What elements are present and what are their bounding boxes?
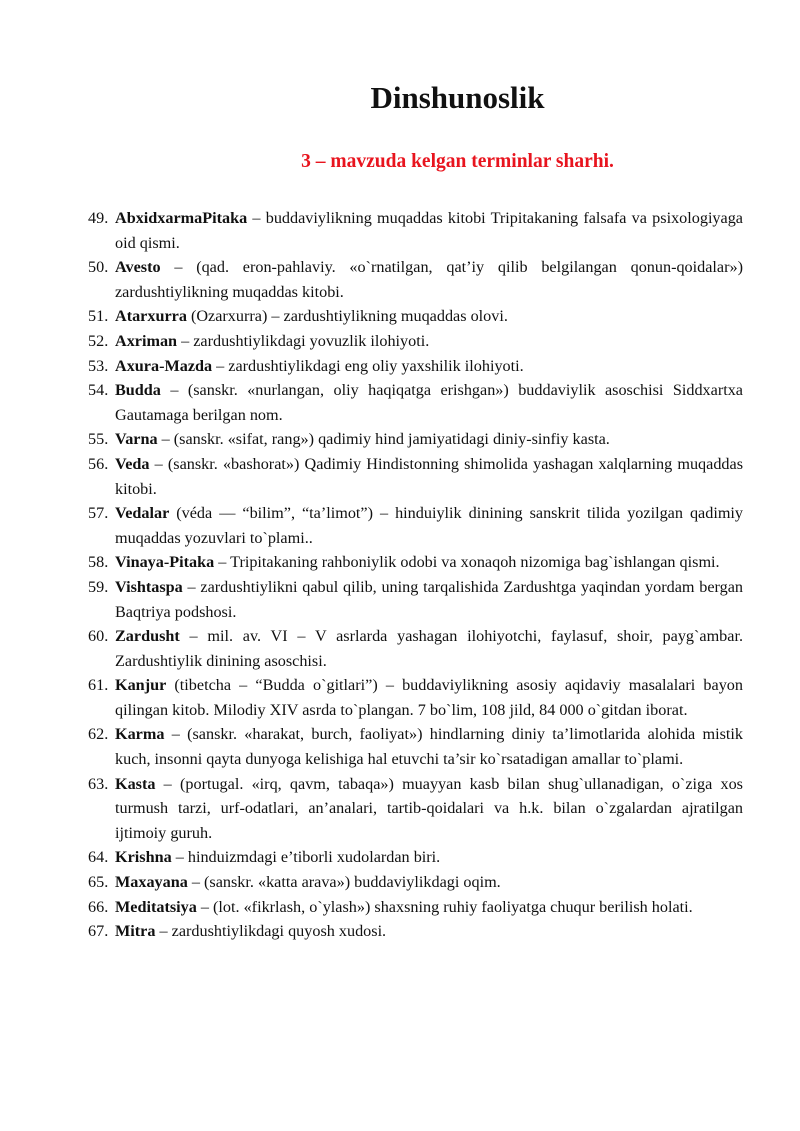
term-name: Mitra xyxy=(115,922,156,941)
term-number: 52. xyxy=(88,331,109,350)
term-entry xyxy=(88,919,743,944)
term-definition: – mil. av. VI – V asrlarda yashagan ilohiyotchi, faylasuf, shoir, payg`ambar. Zardushtiylik dinining asoschisi. xyxy=(115,627,743,670)
term-entry xyxy=(88,452,743,501)
term-number: 55. xyxy=(88,430,109,449)
term-number: 51. xyxy=(88,307,109,326)
term-entry xyxy=(88,255,743,304)
term-definition: – (sanskr. «katta arava») buddaviylikdagi oqim. xyxy=(187,873,501,892)
term-definition: – (sanskr. «harakat, burch, faoliyat») hindlarning diniy ta’limotlarida alohida mistik kuch, insonni qayta dunyoga kelishiga hal etuvchi ta’sir ko`rsatadigan amallar to`plami. xyxy=(115,725,743,769)
term-number: 49. xyxy=(88,209,109,227)
term-entry xyxy=(88,427,743,452)
term-entry xyxy=(88,624,743,673)
term-entry xyxy=(88,206,743,255)
term-name: Budda xyxy=(115,381,161,400)
term-entry xyxy=(88,354,743,379)
term-definition: – (qad. eron-pahlaviy. «o`rnatilgan, qat’iy qilib belgilangan qonun-qoidalar») zardushtiylikning muqaddas kitobi. xyxy=(115,258,743,301)
term-name: Zardusht xyxy=(115,627,180,646)
term-definition: – (sanskr. «nurlangan, oliy haqiqatga erishgan») buddaviylik asoschisi Siddxartxa Gautamaga berilgan nom. xyxy=(115,381,743,424)
term-name: Karma xyxy=(115,725,165,744)
term-definition: – hinduizmdagi e’tiborli xudolardan biri. xyxy=(171,848,441,867)
term-definition: – Tripitakaning rahboniylik odobi va xonaqoh nizomiga bag`ishlangan qismi. xyxy=(214,553,720,572)
term-name: Kanjur xyxy=(115,676,167,695)
term-definition: – (portugal. «irq, qavm, tabaqa») muayyan kasb bilan shug`ullanadigan, o`ziga xos turmush tarzi, urf-odatlari, an’analari, tartib-qoidalari va h.k. bilan o`zgalardan ajratilgan ijtimoiy guruh. xyxy=(115,774,743,842)
term-number: 66. xyxy=(88,897,109,916)
term-name: Axriman xyxy=(115,331,178,350)
term-definition: – buddaviylikning muqaddas kitobi Tripitakaning falsafa va psixologiyaga oid qismi. xyxy=(115,209,743,252)
term-definition: – (lot. «fikrlash, o`ylash») shaxsning ruhiy faoliyatga chuqur berilish holati. xyxy=(196,897,693,916)
term-entry xyxy=(88,722,743,771)
term-name: Axura-Mazda xyxy=(115,356,213,375)
term-entry xyxy=(88,575,743,624)
term-definition: – zardushtiylikdagi eng oliy yaxshilik ilohiyoti. xyxy=(212,356,524,375)
term-number: 53. xyxy=(88,356,109,375)
term-name: Krishna xyxy=(115,848,172,867)
term-name: Vedalar xyxy=(115,504,170,523)
term-name: Atarxurra xyxy=(115,307,187,326)
term-entry xyxy=(88,329,743,354)
term-definition: – zardushtiylikni qabul qilib, uning tarqalishida Zardushtga yaqindan yordam bergan Baqtriya podshosi. xyxy=(115,577,743,621)
term-name: Meditatsiya xyxy=(115,897,197,916)
term-number: 67. xyxy=(88,922,109,941)
term-definition: – zardushtiylikdagi yovuzlik ilohiyoti. xyxy=(177,331,430,350)
term-number: 63. xyxy=(88,774,109,793)
term-definition: (tibetcha – “Budda o`gitlari”) – buddaviylikning asosiy aqidaviy masalalari bayon qilingan kitob. Milodiy XIV asrda to`plangan. 7 bo`lim, 108 jild, 84 000 o`gitdan iborat. xyxy=(115,676,743,719)
term-name: Vishtaspa xyxy=(115,577,183,596)
term-number: 58. xyxy=(88,553,109,572)
term-definition: (véda — “bilim”, “ta’limot”) – hinduiylik dinining sanskrit tilida yozilgan qadimiy muqaddas yozuvlari to`plami.. xyxy=(115,504,743,547)
term-definition: – zardushtiylikdagi quyosh xudosi. xyxy=(155,922,387,941)
term-name: Maxayana xyxy=(115,873,188,892)
document-subtitle: 3 – mavzuda kelgan terminlar sharhi. xyxy=(301,151,614,172)
term-number: 62. xyxy=(88,725,109,744)
term-name: Kasta xyxy=(115,774,156,793)
term-name: Varna xyxy=(115,430,158,449)
term-definition: (Ozarxurra) – zardushtiylikning muqaddas olovi. xyxy=(186,307,508,326)
term-definition: – (sanskr. «sifat, rang») qadimiy hind jamiyatidagi diniy-sinfiy kasta. xyxy=(157,430,610,449)
term-entry xyxy=(88,870,743,895)
term-number: 57. xyxy=(88,504,109,523)
term-name: Avesto xyxy=(115,258,161,277)
term-number: 50. xyxy=(88,258,109,277)
term-entry xyxy=(88,673,743,722)
term-number: 65. xyxy=(88,873,109,892)
term-number: 64. xyxy=(88,848,109,867)
term-definition: – (sanskr. «bashorat») Qadimiy Hindistonning shimolida yashagan xalqlarning muqaddas kitobi. xyxy=(115,454,743,498)
term-number: 61. xyxy=(88,676,109,695)
term-number: 59. xyxy=(88,577,109,596)
document-title: Dinshunoslik xyxy=(370,80,545,115)
term-name: Veda xyxy=(115,454,150,473)
term-number: 54. xyxy=(88,381,109,400)
term-entry xyxy=(88,895,743,920)
term-entry xyxy=(88,378,743,427)
term-entry xyxy=(88,845,743,870)
term-entry xyxy=(88,501,743,550)
term-entry xyxy=(88,304,743,329)
term-list xyxy=(88,206,743,944)
term-number: 60. xyxy=(88,627,109,646)
term-entry xyxy=(88,550,743,575)
term-entry xyxy=(88,772,743,846)
term-name: Vinaya-Pitaka xyxy=(115,553,215,572)
term-number: 56. xyxy=(88,454,109,473)
term-name: AbxidxarmaPitaka xyxy=(115,209,248,227)
